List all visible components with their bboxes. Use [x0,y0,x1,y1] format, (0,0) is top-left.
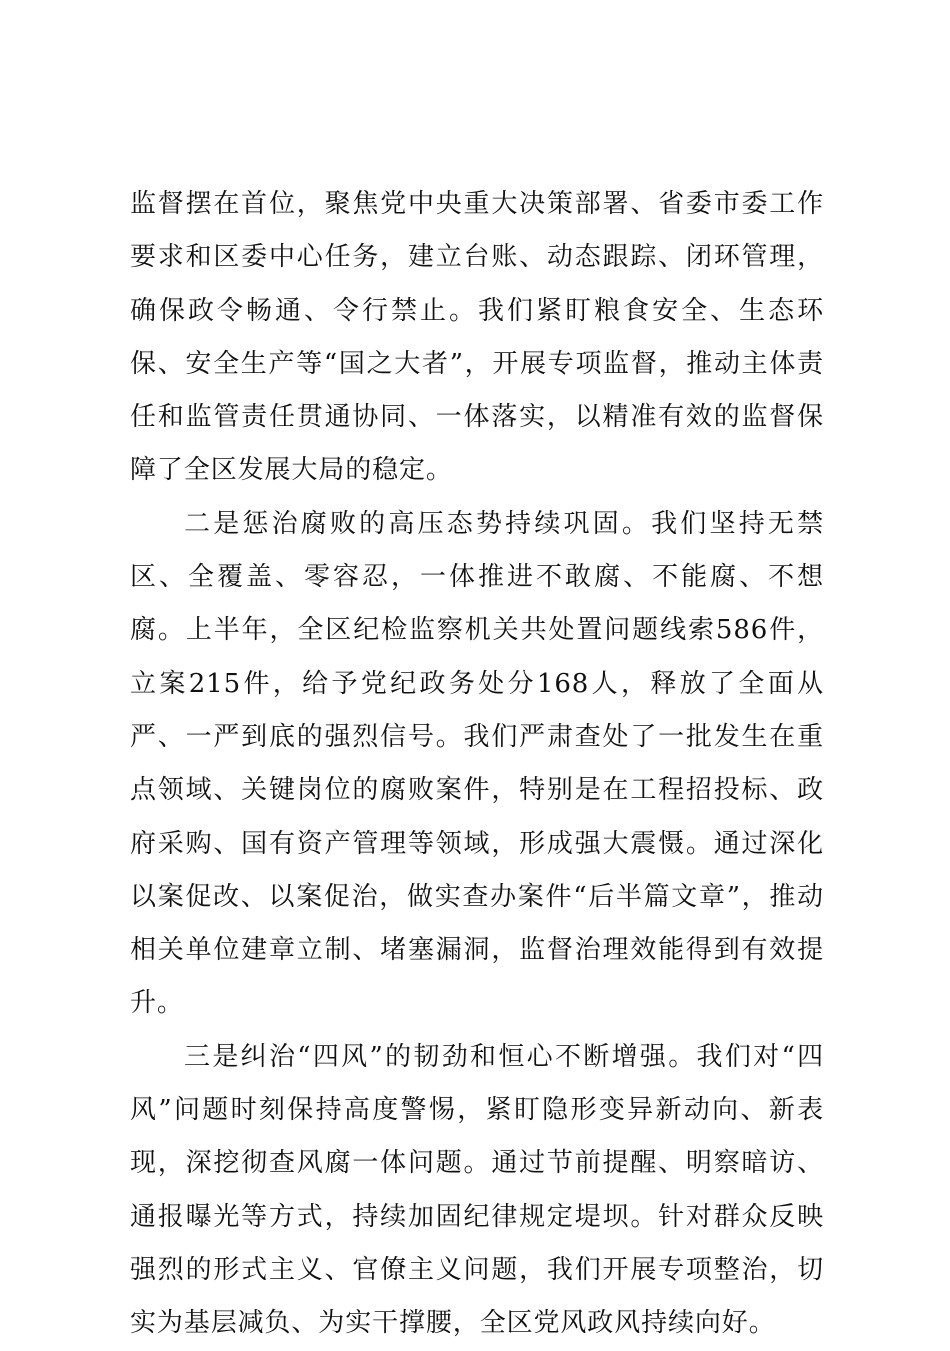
document-page [130,178,824,1351]
paragraph-four-winds: 三是纠治“四风”的韧劲和恒心不断增强。我们对“四风”问题时刻保持高度警惕，紧盯隐形变异新动向、新表现，深挖彻查风腐一体问题。通过节前提醒、明察暗访、通报曝光等方式，持续加固纪律规定堤坝。针对群众反映强烈的形式主义、官僚主义问题，我们开展专项整治，切实为基层减负、为实干撑腰，全区党风政风持续向好。 [130,1041,824,1339]
paragraph-continuation: 监督摆在首位，聚焦党中央重大决策部署、省委市委工作要求和区委中心任务，建立台账、动态跟踪、闭环管理，确保政令畅通、令行禁止。我们紧盯粮食安全、生态环保、安全生产等“国之大者”，开展专项监督，推动主体责任和监管责任贯通协同、一体落实，以精准有效的监督保障了全区发展大局的稳定。 [130,189,824,486]
paragraph-anticorruption: 二是惩治腐败的高压态势持续巩固。我们坚持无禁区、全覆盖、零容忍，一体推进不敢腐、不能腐、不想腐。上半年，全区纪检监察机关共处置问题线索586件，立案215件，给予党纪政务处分168人，释放了全面从严、一严到底的强烈信号。我们严肃查处了一批发生在重点领域、关键岗位的腐败案件，特别是在工程招投标、政府采购、国有资产管理等领域，形成强大震慑。通过深化以案促改、以案促治，做实查办案件“后半篇文章”，推动相关单位建章立制、堵塞漏洞，监督治理效能得到有效提升。 [130,508,824,1019]
